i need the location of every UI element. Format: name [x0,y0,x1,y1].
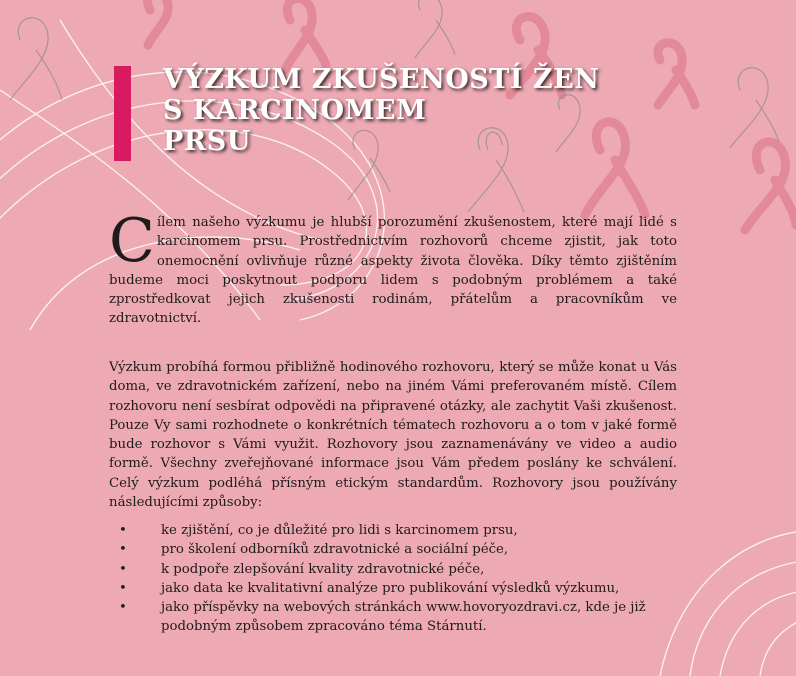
pink-ribbon-icon [745,142,796,230]
ribbon-outline-icon [730,68,779,148]
list-item [109,521,689,540]
bullet-icon: • [119,561,127,577]
ribbon-outline-icon [10,18,62,100]
accent-bar [114,66,131,161]
intro-text: ílem našeho výzkumu je hlubší porozumění zkušenostem, které mají lidé s karcinomem prsu. Prostřednictvím rozhovorů chceme zjistit, jak toto onemocnění ovlivňuje různé aspekty života člověka. Díky těmto zjištěním budeme moci poskytnout podporu lidem s podobným problémem a také zprostředkovat jejich zkušenosti rodinám, přátelům a pracovníkům ve zdravotnictví. [109,215,677,327]
drop-cap: C [109,206,155,276]
intro-paragraph [109,206,677,329]
list-item-text: jako data ke kvalitativní analýze pro publikování výsledků výzkumu, [161,580,620,596]
list-item [109,560,689,579]
pink-ribbon-icon [148,0,169,45]
usage-list [109,521,689,637]
list-item [109,579,689,598]
ribbon-outline-icon [415,0,455,58]
list-item-text: jako příspěvky na webových stránkách www.hovoryozdravi.cz, kde je již podobným způsobem zpracováno téma Stárnutí. [161,600,646,635]
title-line: S KARCINOMEM [163,95,427,126]
title-line: VÝZKUM ZKUŠENOSTÍ ŽEN [163,64,600,95]
title-line: PRSU [163,126,251,157]
bullet-icon: • [119,542,127,558]
list-item-text: pro školení odborníků zdravotnické a sociální péče, [161,542,509,558]
bullet-icon: • [119,523,127,538]
list-item-text: k podpoře zlepšování kvality zdravotnické péče, [161,561,485,577]
bullet-icon: • [119,600,127,616]
list-item-text: ke zjištění, co je důležité pro lidi s karcinomem prsu, [161,523,518,538]
bullet-icon: • [119,580,127,596]
list-item [109,598,689,637]
pink-ribbon-icon [285,0,326,70]
body-paragraph: Výzkum probíhá formou přibližně hodinového rozhovoru, který se může konat u Vás doma, ve zdravotnickém zařízení, nebo na jiném Vámi preferovaném místě. Cílem rozhovoru není sesbírat odpovědi na připravené otázky, ale zachytit Vaši zkušenost. Pouze Vy sami rozhodnete o konkrétních tématech rozhovoru a o tom v jaké formě bude rozhovor s Vámi využit. Rozhovory jsou zaznamenávány ve video a audio formě. Všechny zveřejňované informace jsou Vám předem poslány ke schválení. Celý výzkum podléhá přísným etickým standardům. Rozhovory jsou používány následujícími způsoby: [109,360,677,511]
list-item [109,540,689,559]
page-title [163,64,723,157]
